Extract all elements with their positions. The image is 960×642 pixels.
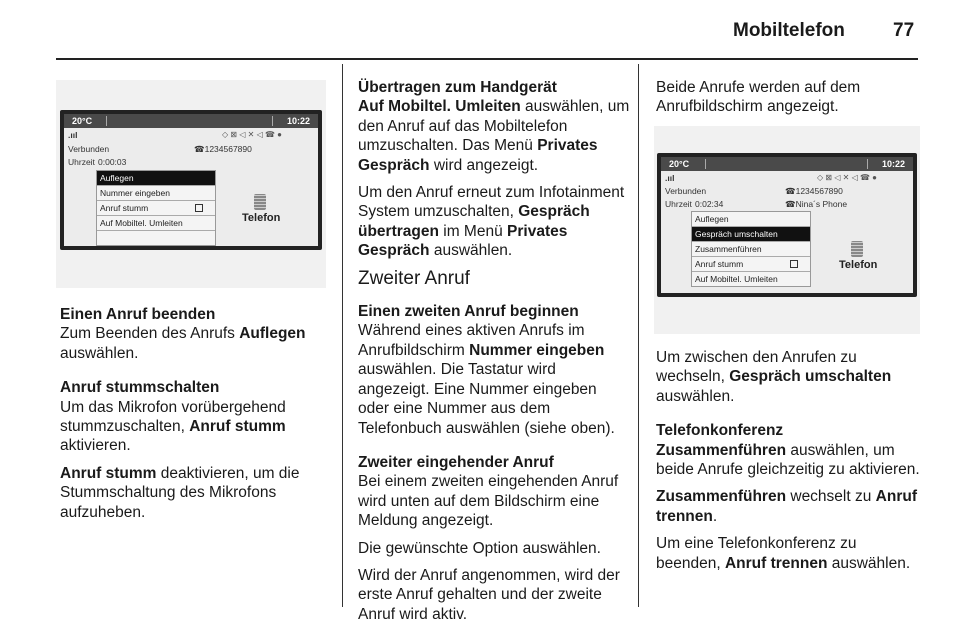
text: auswählen. bbox=[827, 554, 911, 572]
column-3 bbox=[656, 78, 922, 125]
checkbox-icon bbox=[790, 260, 798, 268]
text: . bbox=[712, 507, 718, 525]
paragraph: Bei einem zweiten eingehenden Anruf wird unten auf dem Bildschirm eine Meldung angezeigt. bbox=[358, 473, 619, 530]
clock: 10:22 bbox=[286, 116, 310, 126]
paragraph bbox=[60, 324, 332, 363]
paragraph bbox=[358, 183, 630, 261]
menu-item-empty bbox=[97, 231, 215, 245]
menu-item-anruf-stumm[interactable] bbox=[692, 257, 810, 272]
status-bar bbox=[64, 114, 318, 128]
bar-separator bbox=[867, 159, 868, 169]
bold-term: Privates Gespräch bbox=[358, 137, 598, 174]
phone-icon bbox=[254, 194, 266, 210]
page-title: Mobiltelefon bbox=[733, 20, 845, 41]
status-icons: ◇ ⊠ ◁ ✕ ◁ ☎ ● bbox=[222, 130, 282, 139]
text: auswählen, um beide Anrufe gleichzeitig zu aktivieren. bbox=[656, 441, 920, 479]
duration-label: Uhrzeit bbox=[68, 157, 95, 167]
paragraph bbox=[60, 464, 332, 522]
connection-status: Verbunden bbox=[665, 186, 707, 196]
column-divider-2 bbox=[638, 64, 639, 607]
paragraph bbox=[358, 97, 630, 175]
menu-item-umleiten[interactable]: Auf Mobiltel. Umleiten bbox=[97, 216, 215, 231]
paragraph: Wird der Anruf angenommen, wird der erste Anruf gehalten und der zweite Anruf wird aktiv. bbox=[358, 566, 620, 623]
bold-term: Nummer eingeben bbox=[469, 341, 605, 359]
caller-number: ☎1234567890 bbox=[785, 186, 843, 196]
duration-value: 0:02:34 bbox=[695, 199, 724, 209]
screen-frame bbox=[657, 153, 917, 297]
phone-label: Telefon bbox=[242, 212, 281, 224]
paragraph: Die gewünschte Option auswählen. bbox=[358, 539, 601, 557]
text: Um das Mikrofon vorübergehend stummzuschalten, bbox=[60, 398, 286, 436]
menu-item-label: Anruf stumm bbox=[100, 203, 149, 213]
menu-item-gespraech-umschalten[interactable]: Gespräch umschalten bbox=[692, 227, 810, 242]
screen-display bbox=[64, 114, 318, 246]
text: wechselt zu bbox=[786, 488, 876, 506]
paragraph bbox=[358, 321, 630, 437]
heading-eingehender-anruf: Zweiter eingehender Anruf bbox=[358, 453, 554, 471]
text: auswählen. Die Tastatur wird angezeigt. Eine Nummer eingeben oder eine Nummer aus dem Telefonbuch auswählen (siehe oben). bbox=[358, 361, 615, 437]
bold-term: Zusammenführen bbox=[656, 488, 787, 506]
bold-term: Gespräch übertragen bbox=[358, 203, 590, 240]
menu-item-auflegen[interactable]: Auflegen bbox=[692, 212, 810, 227]
text: Um eine Telefonkonferenz zu beenden, bbox=[656, 535, 857, 572]
bold-term: Gespräch umschalten bbox=[729, 368, 892, 386]
bold-term: Anruf trennen bbox=[724, 554, 828, 572]
text: wird angezeigt. bbox=[429, 156, 539, 174]
menu-item-auflegen[interactable]: Auflegen bbox=[97, 171, 215, 186]
paragraph: Beide Anrufe werden auf dem Anrufbildschirm angezeigt. bbox=[656, 79, 861, 116]
heading-zweiten-beginnen: Einen zweiten Anruf beginnen bbox=[358, 303, 579, 321]
text: auswählen. bbox=[60, 344, 139, 362]
text: Um zwischen den Anrufen zu wechseln, bbox=[656, 349, 857, 386]
heading-anruf-beenden: Einen Anruf beenden bbox=[60, 306, 216, 323]
text: auswählen. bbox=[656, 387, 735, 405]
bold-term: Privates Gespräch bbox=[358, 222, 568, 260]
menu-item-zusammenfuehren[interactable]: Zusammenführen bbox=[692, 242, 810, 257]
checkbox-icon bbox=[195, 204, 203, 212]
menu-item-anruf-stumm[interactable] bbox=[97, 201, 215, 216]
duration-label: Uhrzeit bbox=[665, 199, 692, 209]
header-rule bbox=[56, 58, 918, 60]
text: deaktivieren, um die Stummschaltung des Mikrofons aufzuheben. bbox=[60, 464, 300, 521]
second-caller: ☎Nina´s Phone bbox=[785, 199, 848, 209]
page-number: 77 bbox=[893, 20, 915, 41]
menu-item-umleiten[interactable]: Auf Mobiltel. Umleiten bbox=[695, 274, 778, 284]
connection-status: Verbunden bbox=[68, 144, 110, 154]
paragraph bbox=[656, 534, 922, 573]
paragraph bbox=[656, 441, 922, 480]
heading-telefonkonferenz: Telefonkonferenz bbox=[656, 422, 784, 440]
screen-display bbox=[661, 157, 913, 293]
caller-number: ☎1234567890 bbox=[194, 144, 252, 154]
duration-value: 0:00:03 bbox=[98, 157, 127, 167]
text: aktivieren. bbox=[60, 437, 131, 455]
text: auswählen. bbox=[429, 242, 513, 260]
signal-icon: .ııl bbox=[665, 173, 675, 183]
text: Um den Anruf erneut zum Infotainment System umzuschalten, bbox=[358, 184, 625, 221]
call-menu bbox=[96, 170, 216, 246]
text: Während eines aktiven Anrufs im Anrufbildschirm bbox=[358, 322, 585, 359]
menu-item-nummer-eingeben[interactable]: Nummer eingeben bbox=[97, 186, 215, 201]
screen-frame bbox=[60, 110, 322, 250]
infotainment-figure-2 bbox=[654, 126, 920, 334]
temperature: 20°C bbox=[72, 116, 93, 126]
column-3-lower bbox=[656, 348, 922, 581]
bold-term: Anruf stumm bbox=[189, 418, 286, 436]
bold-term: Auf Mobiltel. Umleiten bbox=[358, 98, 521, 116]
bar-separator bbox=[106, 116, 107, 126]
status-bar bbox=[661, 157, 913, 171]
column-divider-1 bbox=[342, 64, 343, 607]
bar-separator bbox=[705, 159, 706, 169]
bold-term: Zusammenführen bbox=[656, 441, 787, 459]
page-header bbox=[0, 0, 960, 62]
column-2 bbox=[358, 78, 630, 632]
temperature: 20°C bbox=[669, 159, 690, 169]
bar-separator bbox=[272, 116, 273, 126]
column-1 bbox=[60, 305, 332, 530]
paragraph bbox=[656, 348, 922, 406]
text: im Menü bbox=[438, 222, 508, 240]
status-icons: ◇ ⊠ ◁ ✕ ◁ ☎ ● bbox=[817, 173, 877, 182]
clock: 10:22 bbox=[881, 159, 905, 169]
menu-item-label: Anruf stumm bbox=[695, 259, 744, 269]
infotainment-figure-1 bbox=[56, 80, 326, 288]
text: auswählen, um den Anruf auf das Mobiltelefon umzuschalten. Das Menü bbox=[358, 98, 630, 155]
paragraph bbox=[60, 398, 332, 456]
heading-stummschalten: Anruf stummschalten bbox=[60, 379, 220, 397]
bold-term: Auflegen bbox=[239, 325, 306, 343]
heading-zweiter-anruf: Zweiter Anruf bbox=[358, 267, 470, 289]
signal-icon: .ııl bbox=[68, 130, 78, 140]
phone-label: Telefon bbox=[839, 259, 878, 271]
phone-icon bbox=[851, 241, 863, 257]
bold-term: Anruf trennen bbox=[656, 488, 917, 525]
paragraph bbox=[656, 487, 922, 526]
call-menu bbox=[691, 211, 811, 287]
text: Zum Beenden des Anrufs bbox=[60, 325, 240, 343]
heading-handgeraet: Übertragen zum Handgerät bbox=[358, 79, 557, 96]
bold-term: Anruf stumm bbox=[60, 464, 157, 482]
